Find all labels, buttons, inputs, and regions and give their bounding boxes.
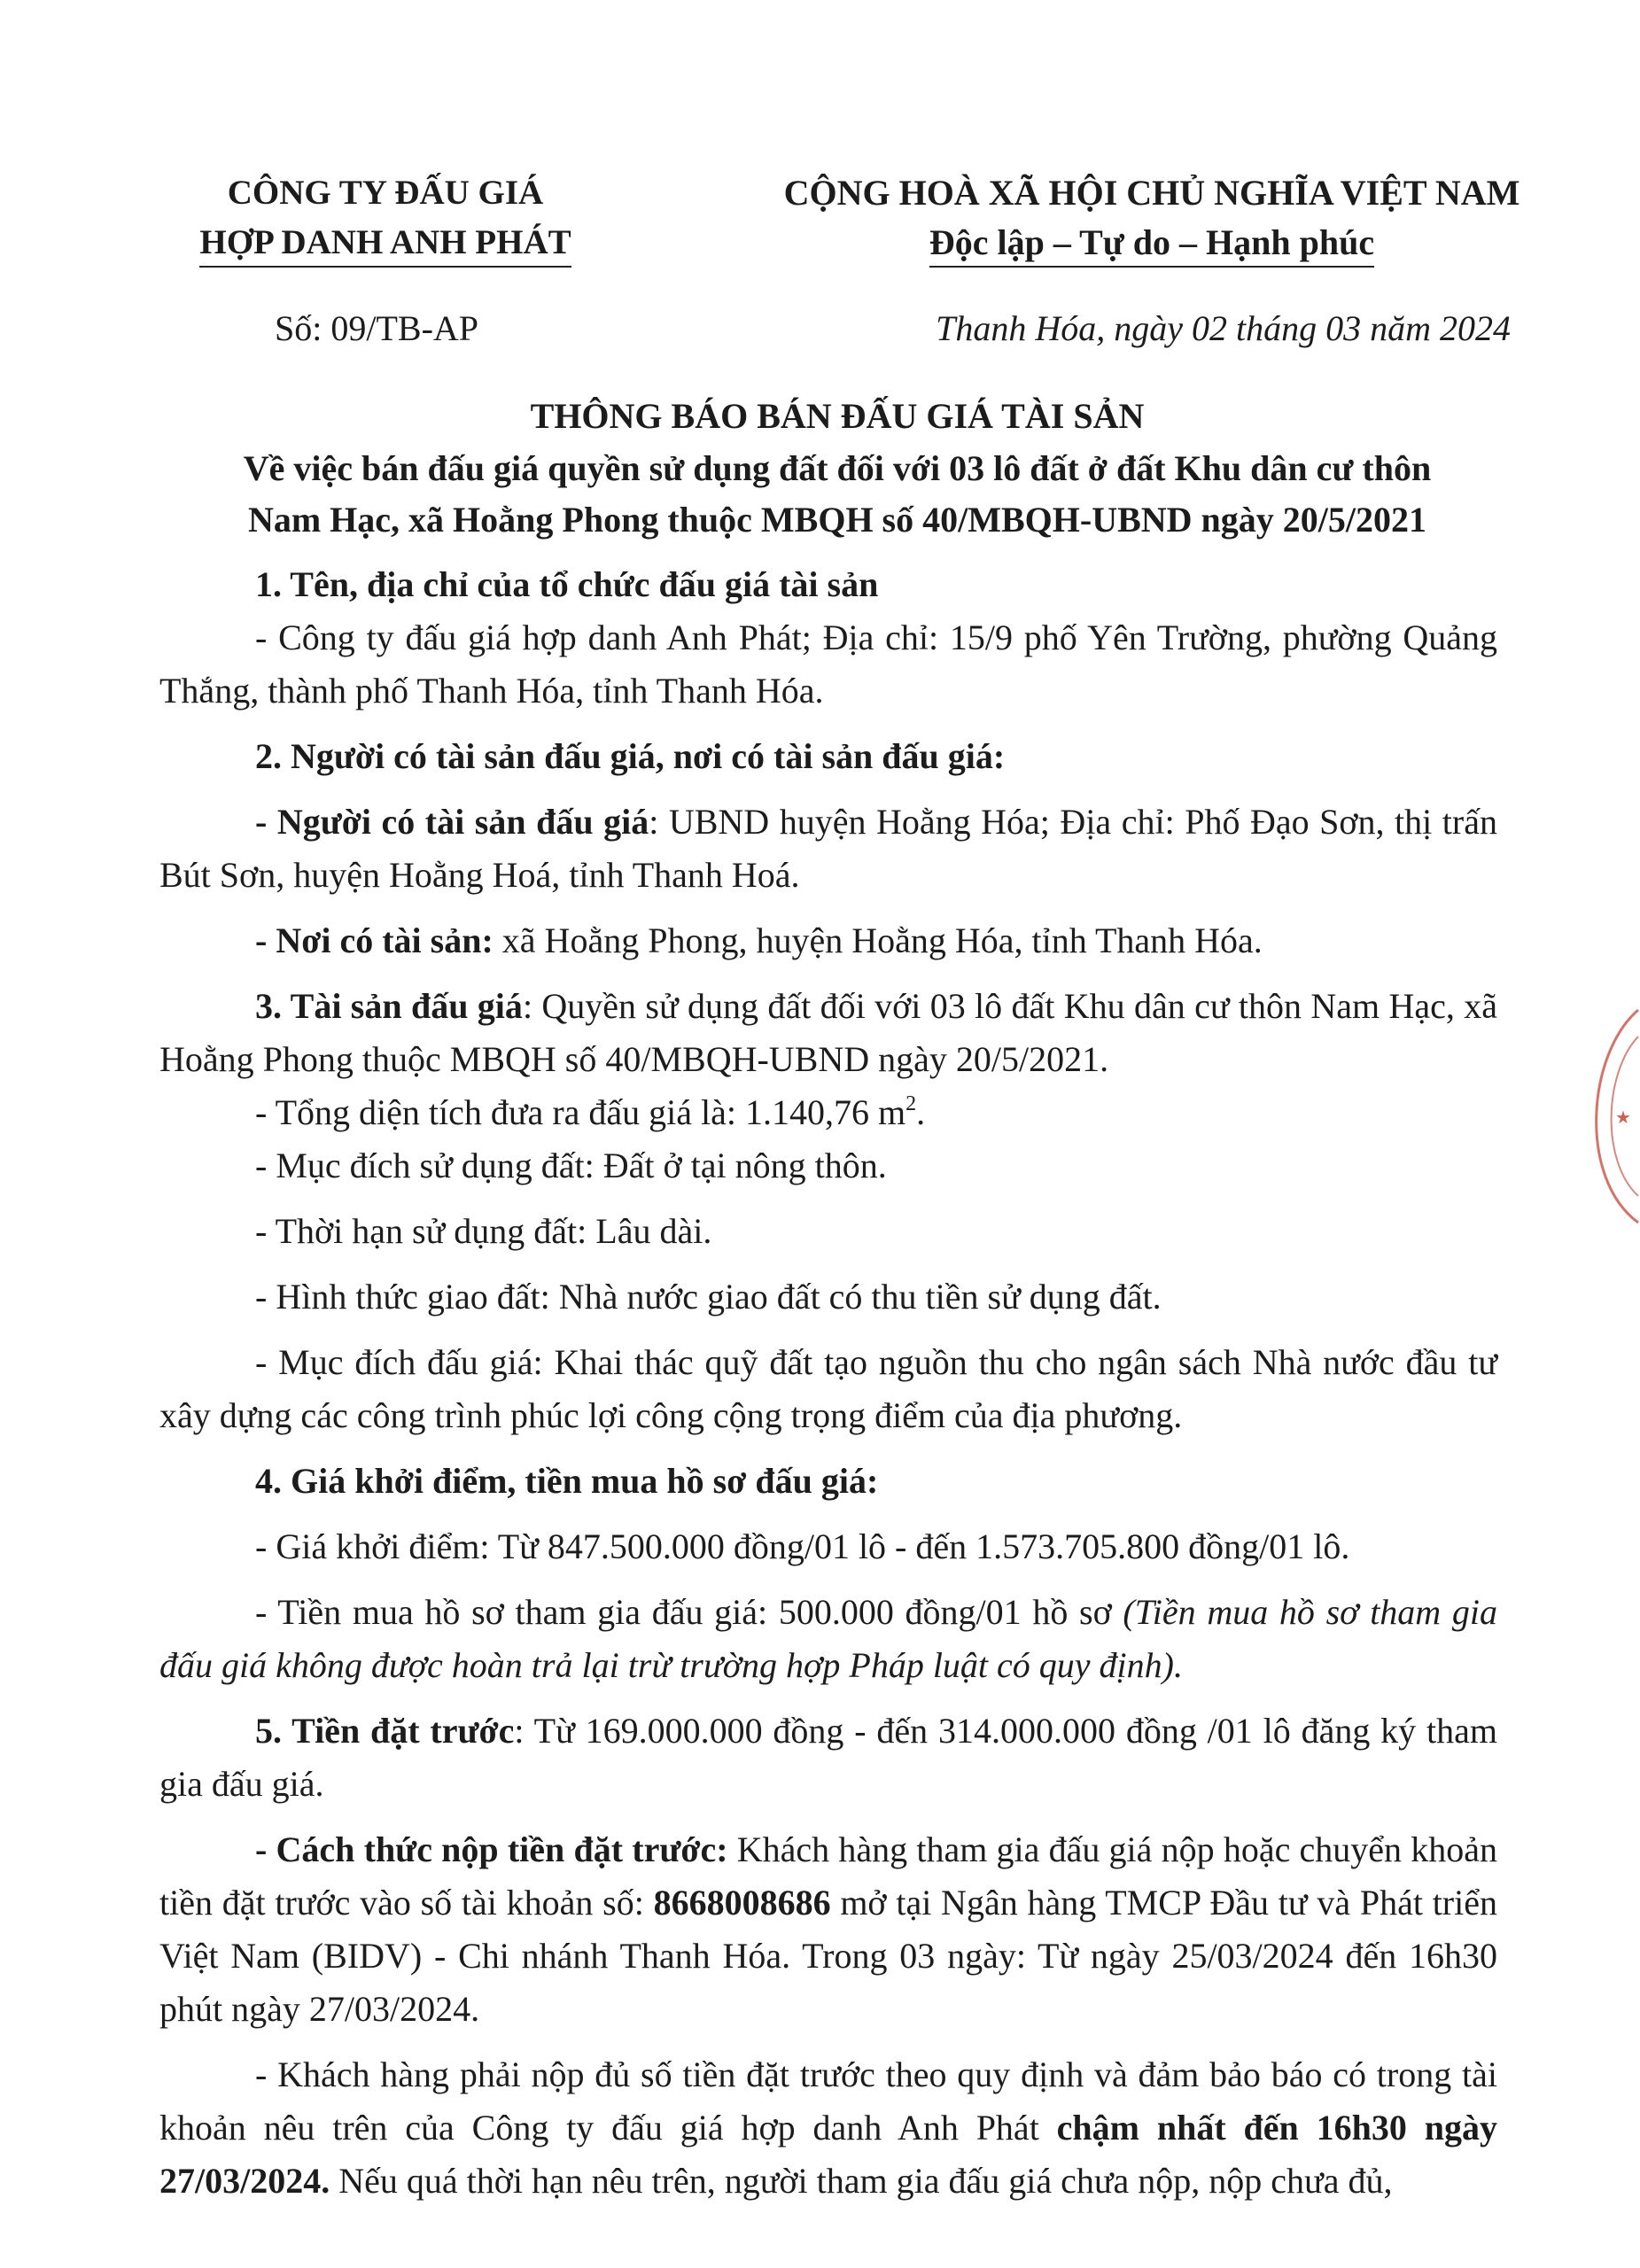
place-label: - Nơi có tài sản:: [255, 920, 494, 960]
document-header: [0, 168, 1605, 275]
area-superscript: 2: [905, 1092, 917, 1115]
title-main: THÔNG BÁO BÁN ĐẤU GIÁ TÀI SẢN: [530, 396, 1145, 436]
section-1-heading: 1. Tên, địa chỉ của tổ chức đấu giá tài sản: [255, 564, 879, 604]
asset-text: : Quyền sử dụng đất đối với 03 lô đất Khu dân cư thôn Nam Hạc, xã Hoằng Phong thuộc MBQH số 40/MBQH-UBND ngày 20/5/2021.: [159, 986, 1497, 1079]
section-3-purpose: - Mục đích sử dụng đất: Đất ở tại nông thôn.: [255, 1146, 887, 1185]
place-text: xã Hoằng Phong, huyện Hoằng Hóa, tỉnh Thanh Hóa.: [493, 920, 1263, 960]
reference-row: [0, 307, 1605, 356]
organization-line-2: [177, 218, 594, 268]
area-end: .: [916, 1092, 926, 1132]
section-2-heading: 2. Người có tài sản đấu giá, nơi có tài sản đấu giá:: [255, 736, 1006, 776]
owner-text: : UBND huyện Hoằng Hóa; Địa chỉ: Phố Đạo Sơn, thị trấn Bút Sơn, huyện Hoằng Hoá, tỉnh Thanh Hoá.: [159, 802, 1497, 895]
requirement-text-2: Nếu quá thời hạn nêu trên, người tham gia đấu giá chưa nộp, nộp chưa đủ,: [330, 2161, 1393, 2201]
method-text-1: Khách hàng tham gia đấu giá nộp hoặc chuyển khoản tiền đặt trước vào số tài khoản số:: [159, 1829, 1497, 1922]
requirement-deadline: chậm nhất đến 16h30 ngày 27/03/2024.: [159, 2108, 1497, 2201]
organization-block: [177, 168, 594, 268]
svg-text:★: ★: [1615, 1108, 1631, 1128]
section-3-duration: - Thời hạn sử dụng đất: Lâu dài.: [255, 1211, 712, 1251]
country-name: CỘNG HOÀ XÃ HỘI CHỦ NGHĨA VIỆT NAM: [783, 173, 1520, 213]
section-3-form: - Hình thức giao đất: Nhà nước giao đất có thu tiền sử dụng đất.: [255, 1277, 1162, 1317]
section-4-heading: 4. Giá khởi điểm, tiền mua hồ sơ đấu giá:: [255, 1461, 879, 1501]
owner-label: - Người có tài sản đấu giá: [255, 802, 649, 842]
section-4-fee: [159, 1586, 1497, 1692]
account-number: 8668008686: [653, 1883, 831, 1922]
seal-stamp-edge: [1560, 1001, 1640, 1231]
deposit-label: 5. Tiền đặt trước: [255, 1711, 515, 1751]
section-3-asset: [159, 980, 1497, 1086]
section-4-start-price: - Giá khởi điểm: Từ 847.500.000 đồng/01 lô - đến 1.573.705.800 đồng/01 lô.: [255, 1526, 1350, 1566]
national-motto-block: [762, 168, 1542, 268]
section-2-place: [159, 914, 1497, 967]
section-3-auction-purpose: - Mục đích đấu giá: Khai thác quỹ đất tạo nguồn thu cho ngân sách Nhà nước đầu tư xây dựng các công trình phúc lợi công cộng trọng điểm của địa phương.: [159, 1342, 1497, 1435]
method-label: - Cách thức nộp tiền đặt trước:: [255, 1829, 728, 1869]
document-date: Thanh Hóa, ngày 02 tháng 03 năm 2024: [936, 308, 1511, 348]
section-3-area: [159, 1086, 1497, 1139]
method-text-2: mở tại Ngân hàng TMCP Đầu tư và Phát triển Việt Nam (BIDV) - Chi nhánh Thanh Hóa. Trong 03 ngày: Từ ngày 25/03/2024 đến 16h30 phút ngày 27/03/2024.: [159, 1883, 1497, 2029]
section-2-owner: [159, 796, 1497, 902]
title-subject-line-1: Về việc bán đấu giá quyền sử dụng đất đối với 03 lô đất ở đất Khu dân cư thôn: [243, 448, 1432, 488]
document-body: [159, 558, 1497, 2220]
organization-line-1: CÔNG TY ĐẤU GIÁ: [227, 174, 544, 212]
fee-text: - Tiền mua hồ sơ tham gia đấu giá: 500.000 đồng/01 hồ sơ: [255, 1592, 1123, 1632]
fee-note: (Tiền mua hồ sơ tham gia đấu giá không được hoàn trả lại trừ trường hợp Pháp luật có quy định).: [159, 1592, 1497, 1685]
requirement-text-1: - Khách hàng phải nộp đủ số tiền đặt trước theo quy định và đảm bảo báo có trong tài khoản nêu trên của Công ty đấu giá hợp danh Anh Phát: [159, 2054, 1497, 2148]
organization-name: HỢP DANH ANH PHÁT: [199, 221, 571, 268]
section-1-text: - Công ty đấu giá hợp danh Anh Phát; Địa chỉ: 15/9 phố Yên Trường, phường Quảng Thắng, thành phố Thanh Hóa, tỉnh Thanh Hóa.: [159, 617, 1497, 711]
section-5-requirement: [159, 2048, 1497, 2208]
deposit-text: : Từ 169.000.000 đồng - đến 314.000.000 đồng /01 lô đăng ký tham gia đấu giá.: [159, 1711, 1497, 1804]
section-5-method: [159, 1823, 1497, 2036]
asset-label: 3. Tài sản đấu giá: [255, 986, 523, 1026]
section-5-deposit: [159, 1705, 1497, 1811]
motto-line: [762, 218, 1542, 268]
motto: Độc lập – Tự do – Hạnh phúc: [929, 221, 1374, 268]
area-text: - Tổng diện tích đưa ra đấu giá là: 1.140,76 m: [255, 1092, 906, 1132]
title-subject-line-2: Nam Hạc, xã Hoằng Phong thuộc MBQH số 40/MBQH-UBND ngày 20/5/2021: [247, 500, 1427, 540]
document-number: Số: 09/TB-AP: [275, 308, 479, 348]
document-title: [159, 390, 1515, 546]
